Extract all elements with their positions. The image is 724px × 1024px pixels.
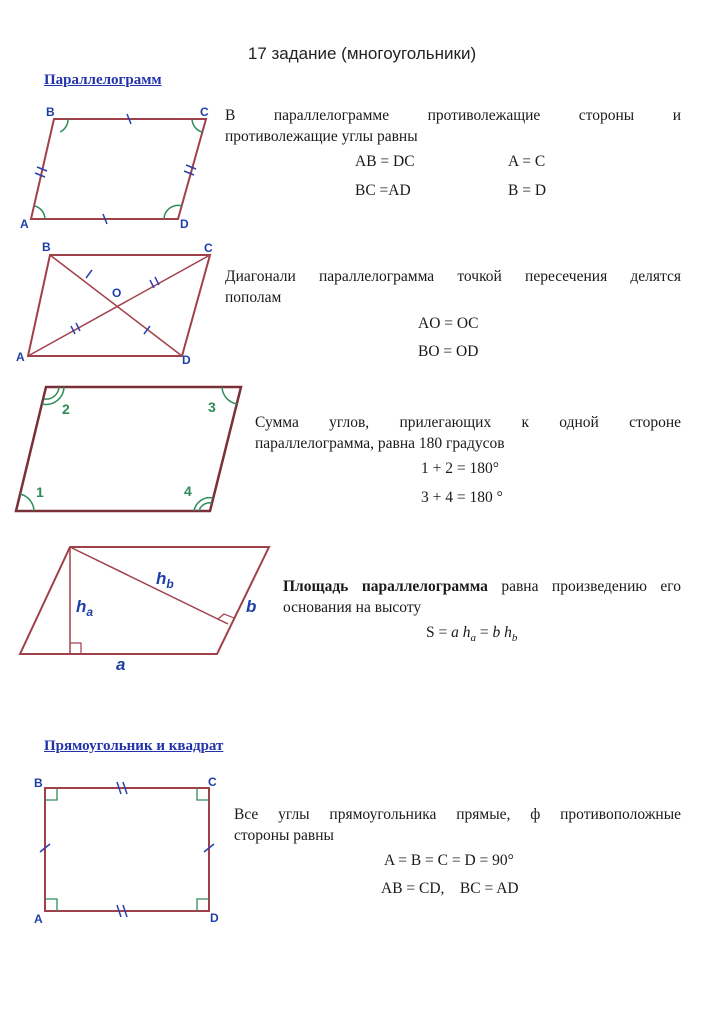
section-heading-parallelogram: Параллелограмм <box>44 72 162 88</box>
vertex-label-a: A <box>34 912 43 926</box>
section-heading-rectangle: Прямоугольник и квадрат <box>44 738 224 754</box>
angle-label-3: 3 <box>208 399 216 415</box>
height-hb <box>70 547 228 624</box>
vertex-label-d: D <box>210 911 219 925</box>
figure-parallelogram-sides <box>14 102 224 232</box>
right-angle-mark-hb <box>218 614 234 619</box>
vertex-label-d: D <box>180 217 189 231</box>
angle-label-1: 1 <box>36 484 44 500</box>
vertex-label-b: B <box>46 105 55 119</box>
formula-area-ha-sub: a <box>470 632 476 645</box>
formula-area-hb: h <box>504 624 512 641</box>
right-angle-mark-d <box>197 899 209 911</box>
formula-ab-dc: AB = DC <box>355 153 415 170</box>
page-title: 17 задание (многоугольники) <box>247 44 477 63</box>
right-angle-mark-b <box>45 788 57 800</box>
text-angles-line2: параллелограмма, равна 180 градусов <box>255 435 505 452</box>
angle-arc-a <box>35 206 45 219</box>
text-diagonals-line1: Диагонали параллелограмма точкой пересечения делятся <box>225 268 681 285</box>
text-area-line1 <box>283 576 681 597</box>
formula-area-hb-sub: b <box>511 632 518 645</box>
text-area-bold: Площадь параллелограмма <box>283 578 488 595</box>
formula-b-d: B = D <box>508 182 547 199</box>
formula-angles-90: A = B = C = D = 90° <box>384 852 514 869</box>
tick-cd-1 <box>186 165 196 169</box>
text-sides-line2: противолежащие углы равны <box>225 128 418 145</box>
figure-rectangle <box>30 772 230 932</box>
height-label-ha: $h_a$ <box>76 597 94 619</box>
vertex-label-c: C <box>200 105 209 119</box>
vertex-label-d: D <box>182 353 191 367</box>
formula-area-prefix: S = <box>426 624 452 641</box>
side-label-a: a <box>116 655 126 674</box>
parallelogram-shape <box>31 119 206 219</box>
vertex-label-c: C <box>208 775 217 789</box>
rectangle-shape <box>45 788 209 911</box>
text-area-line2: основания на высоту <box>283 599 422 616</box>
vertex-label-b: B <box>34 776 43 790</box>
formula-ao-oc: AO = OC <box>418 315 479 332</box>
formula-bc-ad: BC =AD <box>355 182 411 199</box>
angle-arc-b <box>60 119 68 132</box>
text-sides-line1: В параллелограмме противолежащие стороны и <box>225 107 681 124</box>
diagonal-bd <box>50 255 182 356</box>
angle-label-4: 4 <box>184 483 192 499</box>
height-label-hb: $h_b$ <box>156 569 174 591</box>
figure-parallelogram-angles <box>8 380 248 520</box>
formula-rect-sides: AB = CD, BC = AD <box>381 880 519 897</box>
formula-area-b: b <box>492 624 501 641</box>
formula-area-a: a <box>451 624 459 641</box>
formula-a-c: A = C <box>508 153 546 170</box>
text-rectangle-line2: стороны равны <box>234 827 334 844</box>
diagonal-ac <box>28 255 210 356</box>
text-rectangle-line1: Все углы прямоугольника прямые, ф противоположные <box>234 806 681 823</box>
text-area-rest: равна произведению его <box>487 578 681 595</box>
tick-cd-2 <box>184 171 194 175</box>
angle-arc-1 <box>20 494 34 511</box>
right-angle-mark-ha <box>70 643 81 654</box>
figure-parallelogram-diagonals <box>10 238 220 368</box>
formula-3-4: 3 + 4 = 180 ° <box>421 489 503 506</box>
text-diagonals-line2: пополам <box>225 289 282 306</box>
vertex-label-a: A <box>20 217 29 231</box>
angle-arc-c <box>192 119 202 132</box>
vertex-label-b: B <box>42 240 51 254</box>
angle-label-2: 2 <box>62 401 70 417</box>
right-angle-mark-c <box>197 788 209 800</box>
parallelogram-shape <box>20 547 269 654</box>
formula-area <box>426 624 517 644</box>
tick-bo <box>86 270 92 278</box>
formula-1-2: 1 + 2 = 180° <box>421 460 499 477</box>
vertex-label-a: A <box>16 350 25 364</box>
vertex-label-o: O <box>112 286 122 300</box>
text-angles-line1: Сумма углов, прилегающих к одной стороне <box>255 414 681 431</box>
formula-area-eq: = <box>476 624 493 641</box>
formula-area-ha: h <box>462 624 471 641</box>
side-label-b: b <box>246 597 257 616</box>
right-angle-mark-a <box>45 899 57 911</box>
angle-arc-3 <box>222 387 237 404</box>
vertex-label-c: C <box>204 241 213 255</box>
formula-bo-od: BO = OD <box>418 343 479 360</box>
figure-parallelogram-area <box>10 538 280 678</box>
